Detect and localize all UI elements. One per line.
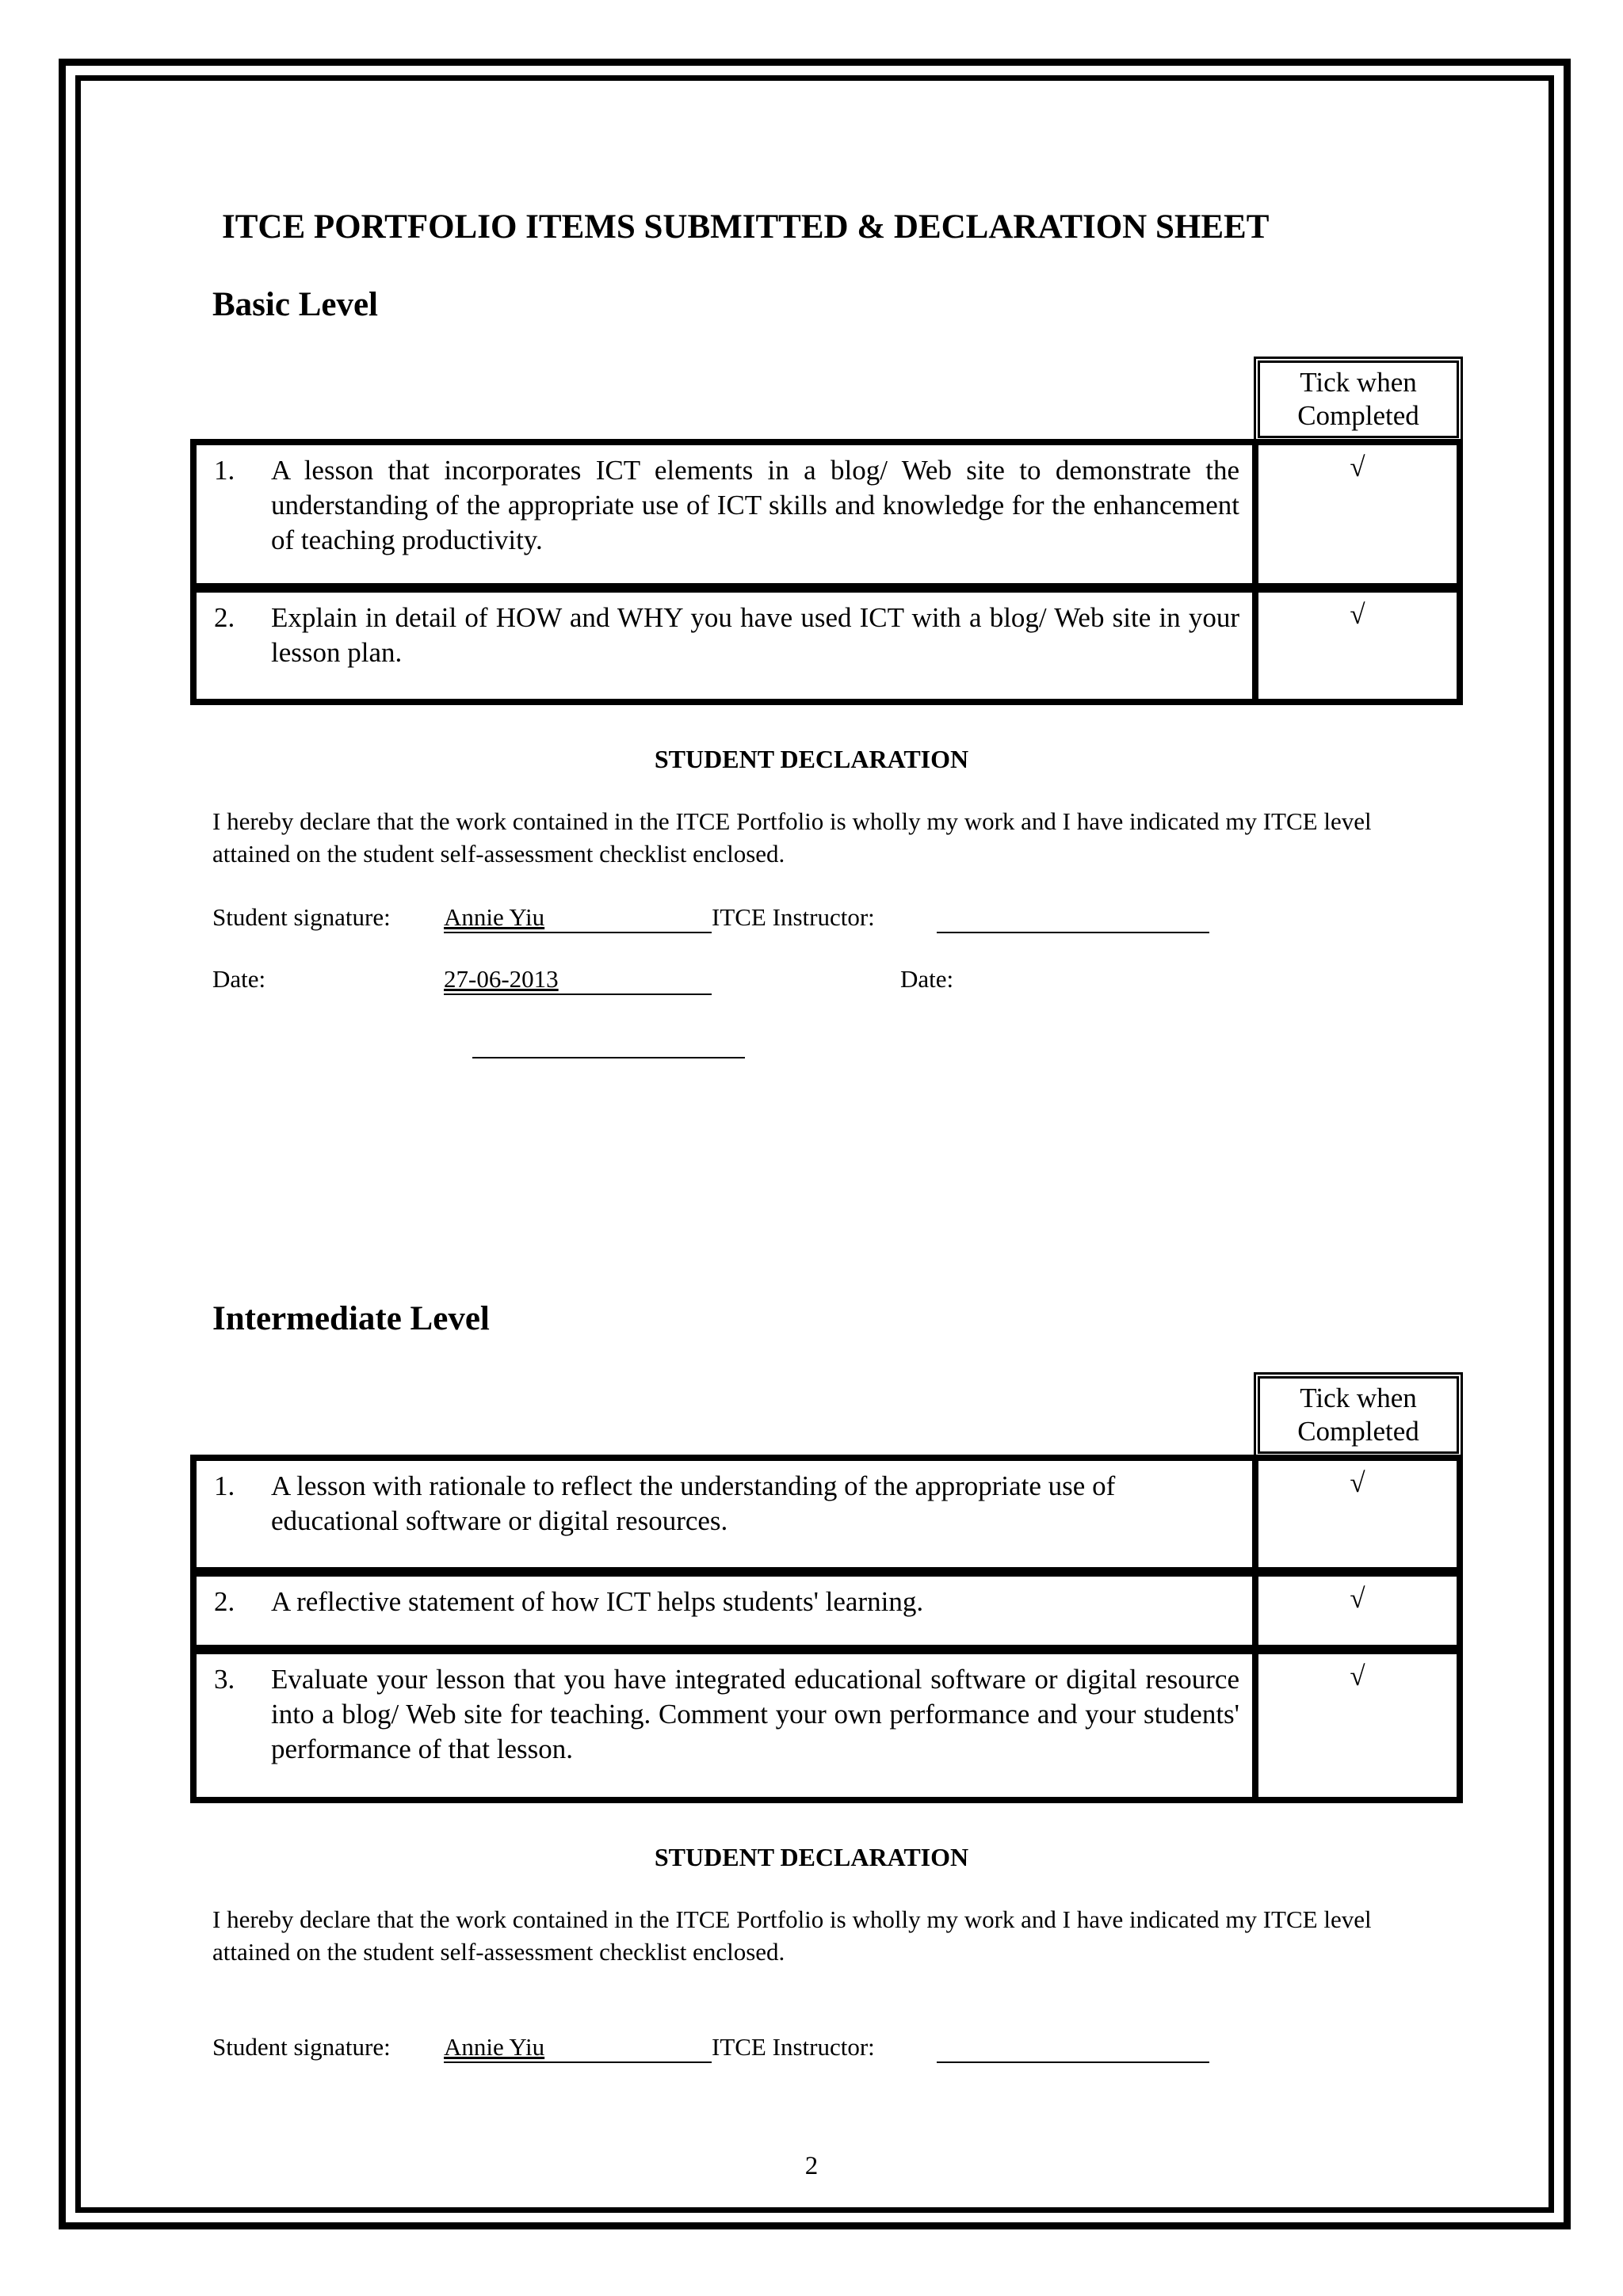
basic-declaration-text: I hereby declare that the work contained in the ITCE Portfolio is wholly my work and I have indicated my ITCE level attained on the student self-assessment checklist enclosed. <box>212 807 1372 868</box>
item-number: 2. <box>214 1586 235 1617</box>
intermediate-declaration-text: I hereby declare that the work contained in the ITCE Portfolio is wholly my work and I have indicated my ITCE level attained on the student self-assessment checklist enclosed. <box>212 1905 1372 1966</box>
instructor-signature-line[interactable] <box>937 932 1209 933</box>
item-description <box>197 1654 1258 1797</box>
tick-header-line1: Tick when <box>1300 1383 1417 1413</box>
instructor-label: ITCE Instructor: <box>712 903 875 931</box>
student-signature-line <box>444 932 712 933</box>
student-signature-label: Student signature: <box>212 903 391 931</box>
intermediate-item-row <box>190 1455 1463 1573</box>
item-description <box>197 1577 1258 1645</box>
intermediate-item-row <box>190 1648 1463 1803</box>
item-text: A lesson with rationale to reflect the understanding of the appropriate use of educational software or digital resources. <box>271 1470 1116 1536</box>
item-number: 1. <box>214 1470 235 1501</box>
intermediate-tick-header <box>1254 1372 1463 1458</box>
item-description <box>197 593 1258 699</box>
item-tick-checkmark[interactable]: √ <box>1350 1661 1365 1691</box>
instructor-signature-line[interactable] <box>937 2061 1209 2063</box>
tick-header-line1: Tick when <box>1300 367 1417 398</box>
item-tick-checkmark[interactable]: √ <box>1350 1467 1365 1498</box>
student-signature-value: Annie Yiu <box>444 2033 545 2061</box>
item-description <box>197 1461 1258 1567</box>
item-text: Evaluate your lesson that you have integrated educational software or digital resource into a blog/ Web site for teaching. Comment your own performance and your students' performance of that lesson. <box>271 1664 1239 1764</box>
basic-level-heading: Basic Level <box>212 286 378 323</box>
date-value: 27-06-2013 <box>444 965 559 993</box>
tick-header-line2: Completed <box>1297 400 1419 431</box>
intermediate-declaration-heading: STUDENT DECLARATION <box>654 1843 969 1871</box>
student-signature-label: Student signature: <box>212 2033 391 2061</box>
instructor-date-line[interactable] <box>472 1057 745 1058</box>
item-number: 2. <box>214 602 235 633</box>
page-number: 2 <box>804 2152 819 2180</box>
item-tick-checkmark[interactable]: √ <box>1350 1583 1365 1614</box>
basic-declaration-heading: STUDENT DECLARATION <box>654 745 969 773</box>
tick-header-line2: Completed <box>1297 1416 1419 1447</box>
basic-tick-header <box>1254 357 1463 442</box>
basic-item-row <box>190 586 1463 705</box>
date-label: Date: <box>212 965 266 993</box>
intermediate-level-heading: Intermediate Level <box>212 1300 490 1337</box>
page-title: ITCE PORTFOLIO ITEMS SUBMITTED & DECLARATION SHEET <box>222 208 1270 246</box>
item-number: 3. <box>214 1664 235 1695</box>
student-signature-value: Annie Yiu <box>444 903 545 931</box>
item-description <box>197 445 1258 583</box>
item-number: 1. <box>214 455 235 486</box>
instructor-date-label: Date: <box>900 965 954 993</box>
intermediate-item-row <box>190 1570 1463 1651</box>
instructor-label: ITCE Instructor: <box>712 2033 875 2061</box>
basic-item-row <box>190 439 1463 589</box>
date-line <box>444 994 712 995</box>
student-signature-line <box>444 2061 712 2063</box>
item-text: A reflective statement of how ICT helps students' learning. <box>271 1586 924 1617</box>
item-text: A lesson that incorporates ICT elements in a blog/ Web site to demonstrate the understanding of the appropriate use of ICT skills and knowledge for the enhancement of teaching productivity. <box>271 455 1239 555</box>
item-text: Explain in detail of HOW and WHY you have used ICT with a blog/ Web site in your lesson plan. <box>271 602 1239 668</box>
item-tick-checkmark[interactable]: √ <box>1350 599 1365 630</box>
item-tick-checkmark[interactable]: √ <box>1350 452 1365 482</box>
